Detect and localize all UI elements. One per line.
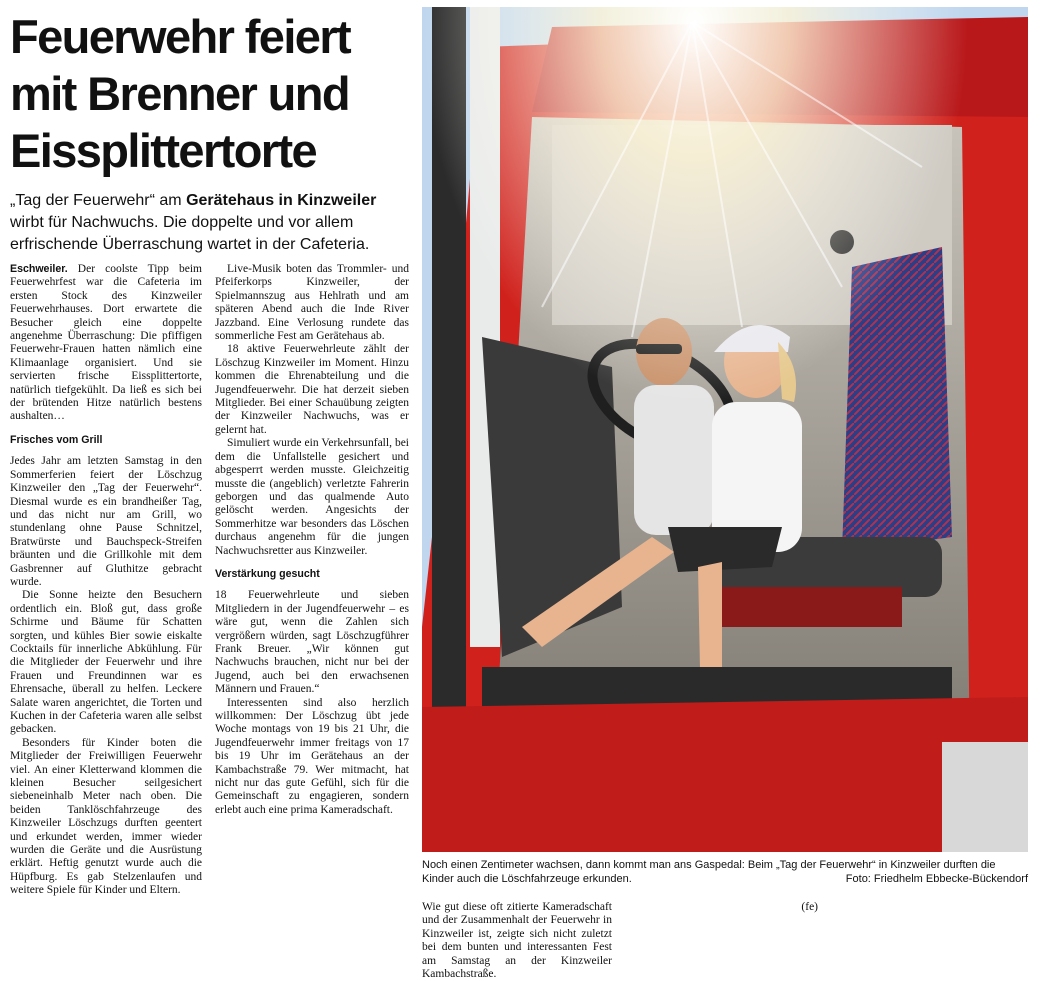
article-paragraph-1 [10, 263, 202, 424]
deck-location: Gerätehaus in Kinzweiler [186, 192, 377, 209]
headline-line-3: Eissplittertorte [10, 124, 317, 177]
article-paragraph-5: Live-Musik boten das Trommler- und Pfeiferkorps Kinzweiler, der Spielmannszug aus Hehlrath und am späteren Abend auch die Inde River Jazzband. Eine Verlosung rundete das sommerliche Fest am Gerätehaus ab. [215, 263, 409, 343]
deck-text-after: wirbt für Nachwuchs. Die doppelte und vor allem erfrischende Überraschung wartet in der Cafeteria. [10, 214, 370, 253]
author-signature: (fe) [801, 901, 818, 913]
article-paragraph-6: 18 aktive Feuerwehrleute zählt der Löschzug Kinzweiler im Moment. Hinzu kommen die Ehrenabteilung und die Jugendfeuerwehr. Die hat derzeit sieben Mitglieder. Bei einer Schauübung zeigten der Kinzweiler Nachwuchs, was er gelernt hat. [215, 343, 409, 436]
subheading-grill: Frisches vom Grill [10, 433, 103, 446]
article-column-1 [10, 263, 202, 898]
article-paragraph-7: Simuliert wurde ein Verkehrsunfall, bei dem die Unfallstelle gesichert und abgesperrt werden musste. Gleichzeitig musste die (angeblich) verletzte Fahrerin geborgen und das qualmende Auto gelöscht werden. Angesichts der Sommerhitze war besonders das Löschen durchaus angenehm für die jungen Nachwuchsretter aus Kinzweiler. [215, 437, 409, 557]
article-bottom-column-1 [422, 901, 612, 981]
photo-credit: Foto: Friedhelm Ebbecke-Bückendorf [845, 872, 1028, 885]
dateline: Eschweiler. [10, 263, 68, 275]
deck-text-before: „Tag der Feuerwehr“ am [10, 192, 187, 209]
article-paragraph-10: Wie gut diese oft zitierte Kameradschaft und der Zusammenhalt der Feuerwehr in Kinzweiler ist, zeigte sich nicht zuletzt bei dem bunten und interessanten Fest am Samstag an der Kinzweiler Kambachstraße. [422, 901, 612, 981]
article-paragraph-9: Interessenten sind also herzlich willkommen: Der Löschzug übt jede Woche montags von 19 bis 21 Uhr, die Jugendfeuerwehr immer freitags von 17 bis 19 Uhr im Gerätehaus an der Kambachstraße 79. Wer mitmacht, hat nicht nur das gute Gefühl, sich für die Gemeinschaft zu engagieren, sondern erlebt auch eine prima Kameradschaft. [215, 696, 409, 816]
headline-line-2: mit Brenner und [10, 67, 349, 120]
photo-caption-text: Noch einen Zentimeter wachsen, dann kommt man ans Gaspedal: Beim „Tag der Feuerwehr“ in Kinzweiler durften die Kinder auch die Löschfahrzeuge erkunden. [422, 859, 996, 885]
article-paragraph-2: Jedes Jahr am letzten Samstag in den Sommerferien feiert der Löschzug Kinzweiler den „Tag der Feuerwehr“. Diesmal wurde es ein brandheißer Tag, und das nicht nur am Grill, wo stundenlang ohne Pause Schnitzel, Bratwürste und Bauchspeck-Streifen bräunten und die Grillkohle mit dem Gasbrenner auf Gluthitze gebracht wurde. [10, 455, 202, 588]
article-paragraph-3: Die Sonne heizte den Besuchern ordentlich ein. Bloß gut, dass große Schirme und Bäume für Schatten sorgten, und kühles Bier sowie eiskalte Cocktails für innerliche Abkühlung. Für die Mitglieder der Feuerwehr und ihre Frauen und Freundinnen war es Ehrensache, überall zu helfen. Leckere Salate waren angerichtet, die Torten und Kuchen in der Cafeteria waren alle selbst gebacken. [10, 589, 202, 736]
photo-fire-truck-cab [422, 7, 1028, 852]
article-bottom-column-2 [628, 901, 818, 914]
article-paragraph-8: 18 Feuerwehrleute und sieben Mitgliedern in der Jugendfeuerwehr – es wäre gut, wenn die Zahlen sich vergrößern würden, sagt Löschzugführer Frank Breuer. „Wir können gut Nachwuchs brauchen, nicht nur bei der Jugend, auch bei den erwachsenen Männern und Frauen.“ [215, 589, 409, 696]
deck-subtitle [10, 190, 412, 256]
photo-caption [422, 859, 1028, 886]
article-paragraph-1-text: Der coolste Tipp beim Feuerwehrfest war die Cafeteria im ersten Stock des Kinzweiler Feuerwehrhauses. Dort erwartete die Besucher gleich eine doppelte angenehme Überraschung: Die pfiffigen Feuerwehr-Frauen hatten nämlich eine Klimaanlage organisiert. Und sie servierten frische Eissplittertorte, natürlich tiefgekühlt. Da ließ es sich bei der brütenden Hitze natürlich bestens aushalten… [10, 263, 202, 423]
subheading-verstaerkung: Verstärkung gesucht [215, 567, 320, 580]
article-paragraph-4: Besonders für Kinder boten die Mitglieder der Freiwilligen Feuerwehr viel. An einer Kletterwand klommen die kleinen Besucher seilgesichert siebeneinhalb Meter nach oben. Die beiden Tanklöschfahrzeuge des Kinzweiler Löschzugs durften geentert und erkundet werden, immer wieder wurden die Geräte und die Ausrüstung erklärt. Heftig genutzt wurde auch die Hüpfburg. Es gab Stelzenlaufen und weitere Spiele für Kinder und Eltern. [10, 736, 202, 897]
article-column-2 [215, 263, 409, 817]
headline-line-1: Feuerwehr feiert [10, 10, 351, 63]
sun-glare [422, 7, 1028, 852]
headline [10, 8, 410, 179]
